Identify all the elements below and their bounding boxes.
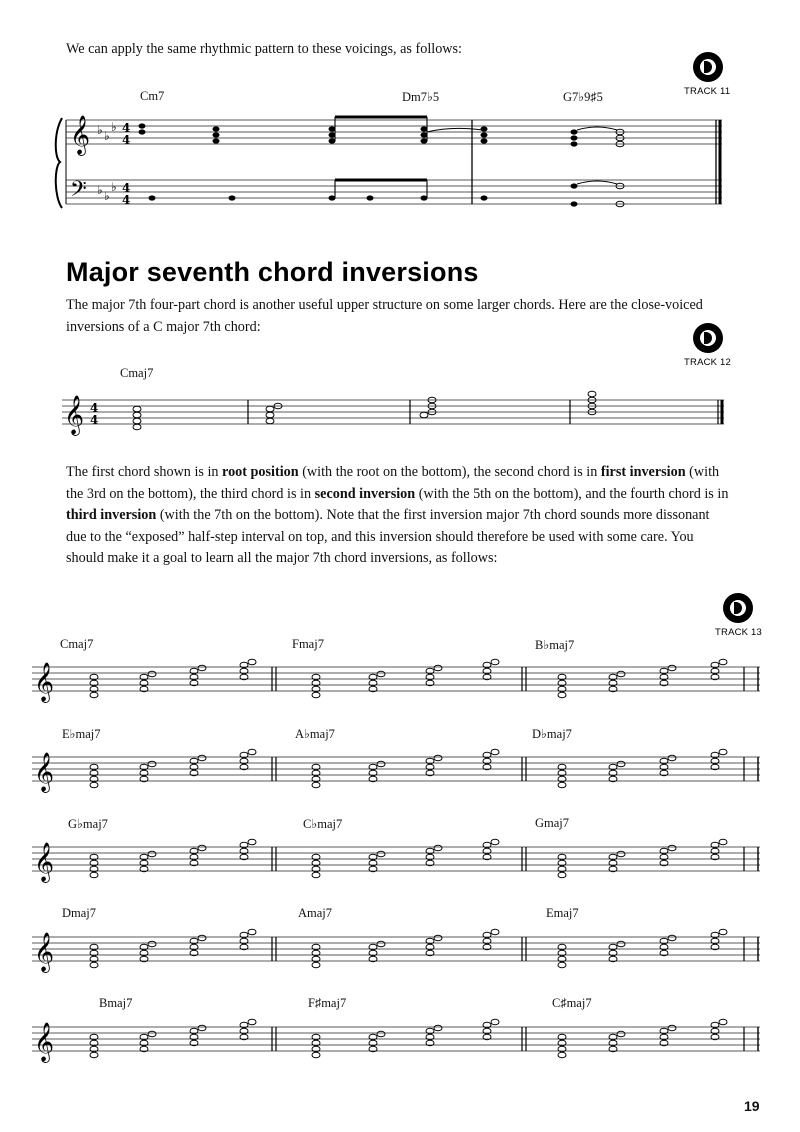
chord-symbol: Dmaj7 bbox=[62, 906, 97, 920]
svg-text:4: 4 bbox=[122, 181, 131, 195]
note-head bbox=[198, 665, 206, 671]
section-title: Major seventh chord inversions bbox=[66, 257, 479, 287]
chord-symbol: D♭maj7 bbox=[532, 727, 572, 741]
note-head bbox=[617, 671, 625, 677]
note-head bbox=[148, 941, 156, 947]
chord-symbol: Cmaj7 bbox=[60, 637, 94, 651]
note-head bbox=[617, 761, 625, 767]
svg-text:♭: ♭ bbox=[104, 129, 110, 143]
chord-symbol: Fmaj7 bbox=[292, 637, 324, 651]
audio-track-icon[interactable] bbox=[693, 323, 723, 353]
chord-symbol: F♯maj7 bbox=[308, 996, 347, 1010]
note-head bbox=[668, 1025, 676, 1031]
note-head bbox=[198, 1025, 206, 1031]
note-head bbox=[491, 839, 499, 845]
note-head bbox=[719, 1019, 727, 1025]
svg-text:4: 4 bbox=[122, 133, 131, 147]
note-head bbox=[719, 659, 727, 665]
note-head bbox=[491, 1019, 499, 1025]
note-head bbox=[90, 1052, 98, 1058]
svg-text:4: 4 bbox=[122, 193, 131, 207]
chord-symbol: C♯maj7 bbox=[552, 996, 592, 1010]
note-head bbox=[90, 872, 98, 878]
chord-symbol: A♭maj7 bbox=[295, 727, 335, 741]
note-head bbox=[148, 761, 156, 767]
audio-track-icon[interactable] bbox=[693, 52, 723, 82]
svg-text:𝄞: 𝄞 bbox=[34, 842, 55, 882]
chord-symbol: Emaj7 bbox=[546, 906, 579, 920]
note-head bbox=[617, 851, 625, 857]
staff-row bbox=[32, 1015, 762, 1065]
note-head bbox=[248, 1019, 256, 1025]
note-head bbox=[668, 935, 676, 941]
note-head bbox=[90, 962, 98, 968]
note-head bbox=[377, 941, 385, 947]
note-head bbox=[558, 692, 566, 698]
chord-symbol: G7♭9♯5 bbox=[563, 90, 603, 104]
note-head bbox=[719, 929, 727, 935]
svg-text:♭: ♭ bbox=[97, 123, 103, 137]
svg-text:𝄢: 𝄢 bbox=[70, 177, 87, 207]
chord-symbol: B♭maj7 bbox=[535, 638, 575, 652]
staff-row bbox=[32, 925, 762, 975]
note-head bbox=[617, 1031, 625, 1037]
note-head bbox=[148, 671, 156, 677]
note-head bbox=[491, 659, 499, 665]
note-head bbox=[248, 749, 256, 755]
chord-symbol: C♭maj7 bbox=[303, 817, 343, 831]
chord-symbol: Amaj7 bbox=[298, 906, 333, 920]
page-number: 19 bbox=[744, 1098, 760, 1114]
note-head bbox=[248, 839, 256, 845]
chord-symbol: Bmaj7 bbox=[99, 996, 133, 1010]
note-head bbox=[377, 1031, 385, 1037]
svg-text:𝄞: 𝄞 bbox=[34, 1022, 55, 1062]
note-head bbox=[558, 872, 566, 878]
note-head bbox=[558, 962, 566, 968]
svg-text:𝄞: 𝄞 bbox=[64, 395, 85, 435]
note-head bbox=[434, 1025, 442, 1031]
note-head bbox=[434, 755, 442, 761]
note-head bbox=[148, 1031, 156, 1037]
audio-track-icon[interactable] bbox=[723, 593, 753, 623]
chord-symbol: E♭maj7 bbox=[62, 727, 101, 741]
svg-text:𝄞: 𝄞 bbox=[34, 932, 55, 972]
note-head bbox=[558, 782, 566, 788]
note-head bbox=[668, 755, 676, 761]
chord-symbol: Gmaj7 bbox=[535, 816, 570, 830]
chord-symbol: G♭maj7 bbox=[68, 817, 108, 831]
note-head bbox=[312, 692, 320, 698]
staff-row bbox=[32, 655, 762, 705]
note-head bbox=[491, 749, 499, 755]
note-head bbox=[248, 929, 256, 935]
paragraph-inversions: The first chord shown is in root position (with the root on the bottom), the second chord is in first inversion (with the 3rd on the bottom), the third chord is in second inversion (with the 5th on the bottom), and the fourth chord is in third inversion (with the 7th on the bottom). Note that the first inversion major 7th chord sounds more dissonant due to the “exposed” half-step interval on top, and this inversion should therefore be used with some care. You should make it a goal to learn all the major 7th chord inversions, as follows: bbox=[66, 464, 729, 566]
svg-text:4: 4 bbox=[90, 413, 99, 427]
track-label: TRACK 11 bbox=[684, 86, 731, 97]
note-head bbox=[198, 755, 206, 761]
svg-text:♭: ♭ bbox=[111, 180, 117, 194]
note-head bbox=[312, 1052, 320, 1058]
staff-example-2 bbox=[62, 390, 732, 434]
note-head bbox=[90, 692, 98, 698]
chord-symbol: Cm7 bbox=[140, 89, 165, 103]
note-head bbox=[434, 665, 442, 671]
note-head bbox=[198, 845, 206, 851]
note-head bbox=[312, 782, 320, 788]
note-head bbox=[719, 839, 727, 845]
note-head bbox=[377, 851, 385, 857]
paragraph-intro: The major 7th four-part chord is another useful upper structure on some larger chords. Here are the close-voiced inversions of a C major 7th chord: bbox=[66, 297, 703, 335]
note-head bbox=[719, 749, 727, 755]
svg-text:𝄞: 𝄞 bbox=[34, 662, 55, 702]
intro-text: We can apply the same rhythmic pattern to these voicings, as follows: bbox=[66, 41, 463, 57]
note-head bbox=[558, 1052, 566, 1058]
note-head bbox=[434, 845, 442, 851]
note-head bbox=[617, 941, 625, 947]
track-label: TRACK 13 bbox=[715, 627, 763, 638]
note-head bbox=[148, 851, 156, 857]
chord-symbol: Dm7♭5 bbox=[402, 90, 440, 104]
note-head bbox=[491, 929, 499, 935]
svg-text:♭: ♭ bbox=[97, 183, 103, 197]
svg-text:𝄞: 𝄞 bbox=[70, 115, 91, 155]
note-head bbox=[312, 962, 320, 968]
svg-text:4: 4 bbox=[122, 121, 131, 135]
svg-text:♭: ♭ bbox=[104, 189, 110, 203]
grand-staff-example-1 bbox=[52, 112, 732, 222]
svg-text:♭: ♭ bbox=[111, 120, 117, 134]
note-head bbox=[312, 872, 320, 878]
svg-text:𝄞: 𝄞 bbox=[34, 752, 55, 792]
note-head bbox=[434, 935, 442, 941]
staff-row bbox=[32, 835, 762, 885]
note-head bbox=[248, 659, 256, 665]
note-head bbox=[90, 782, 98, 788]
note-head bbox=[668, 845, 676, 851]
note-head bbox=[198, 935, 206, 941]
chord-symbol: Cmaj7 bbox=[120, 366, 154, 380]
note-head bbox=[377, 761, 385, 767]
svg-text:4: 4 bbox=[90, 401, 99, 415]
track-label: TRACK 12 bbox=[684, 357, 732, 368]
staff-row bbox=[32, 745, 762, 795]
note-head bbox=[668, 665, 676, 671]
note-head bbox=[377, 671, 385, 677]
